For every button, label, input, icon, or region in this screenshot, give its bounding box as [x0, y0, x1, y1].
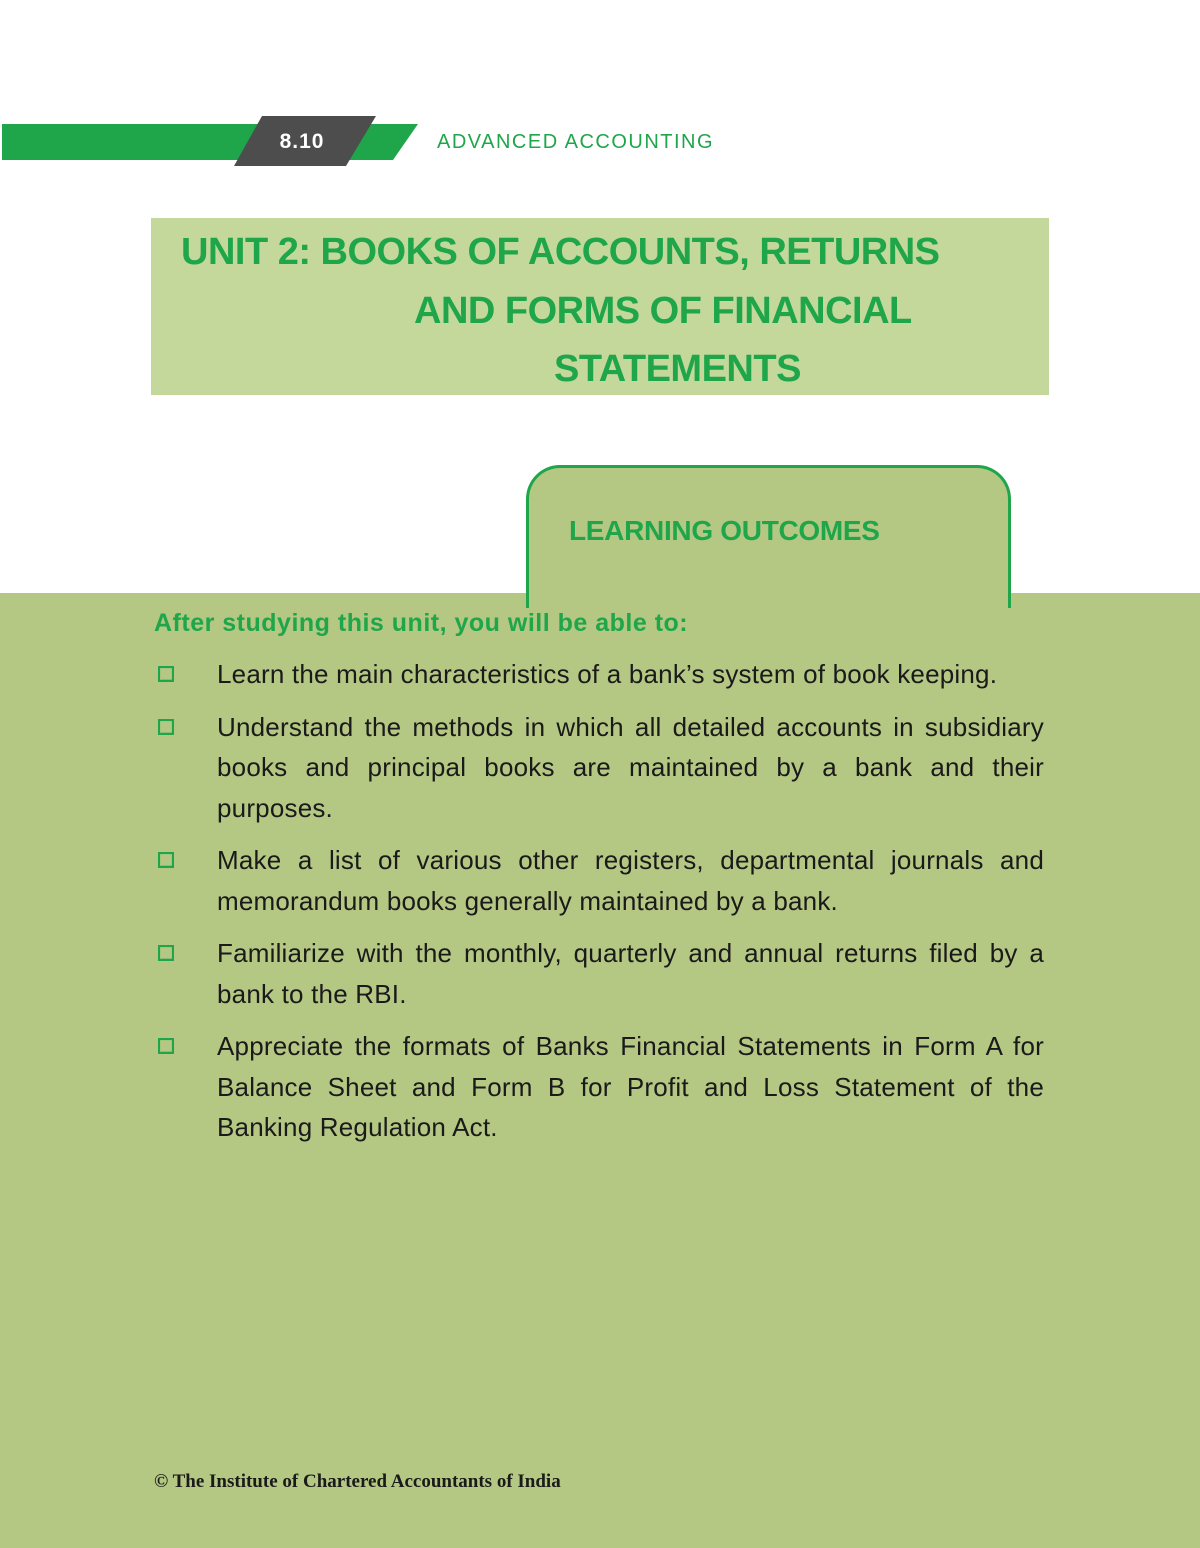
outcomes-list — [154, 654, 1044, 1160]
outcome-text: Learn the main characteristics of a bank’s system of book keeping. — [217, 659, 998, 689]
learning-outcomes-tab — [526, 465, 1011, 608]
unit-title-line-3: STATEMENTS — [554, 348, 801, 390]
learning-outcomes-heading: LEARNING OUTCOMES — [569, 515, 880, 546]
outcome-text: Understand the methods in which all detailed accounts in subsidiary books and principal books are maintained by a bank and their purposes. — [217, 711, 1044, 823]
unit-title-line-2: AND FORMS OF FINANCIAL — [414, 290, 912, 332]
outcomes-intro: After studying this unit, you will be able to: — [154, 609, 689, 637]
checkbox-square-icon — [158, 719, 174, 735]
outcome-item — [154, 654, 1044, 695]
unit-title-line-1: UNIT 2: BOOKS OF ACCOUNTS, RETURNS — [181, 231, 940, 273]
checkbox-square-icon — [158, 852, 174, 868]
outcome-item — [154, 707, 1044, 829]
outcome-item — [154, 933, 1044, 1014]
outcome-text: Make a list of various other registers, departmental journals and memorandum books generally maintained by a bank. — [217, 845, 1044, 916]
outcome-text: Appreciate the formats of Banks Financial Statements in Form A for Balance Sheet and Form B for Profit and Loss Statement of the Banking Regulation Act. — [217, 1031, 1044, 1142]
page-number: 8.10 — [279, 130, 325, 153]
header-bar-graphic — [0, 112, 430, 168]
outcome-item — [154, 840, 1044, 921]
outcome-item — [154, 1026, 1044, 1148]
copyright-footer: © The Institute of Chartered Accountants of India — [154, 1471, 561, 1492]
checkbox-square-icon — [158, 666, 174, 682]
running-header-title: ADVANCED ACCOUNTING — [437, 131, 715, 153]
unit-title-box — [151, 218, 1049, 395]
outcome-text: Familiarize with the monthly, quarterly and annual returns filed by a bank to the RBI. — [217, 938, 1044, 1009]
checkbox-square-icon — [158, 945, 174, 961]
checkbox-square-icon — [158, 1038, 174, 1054]
